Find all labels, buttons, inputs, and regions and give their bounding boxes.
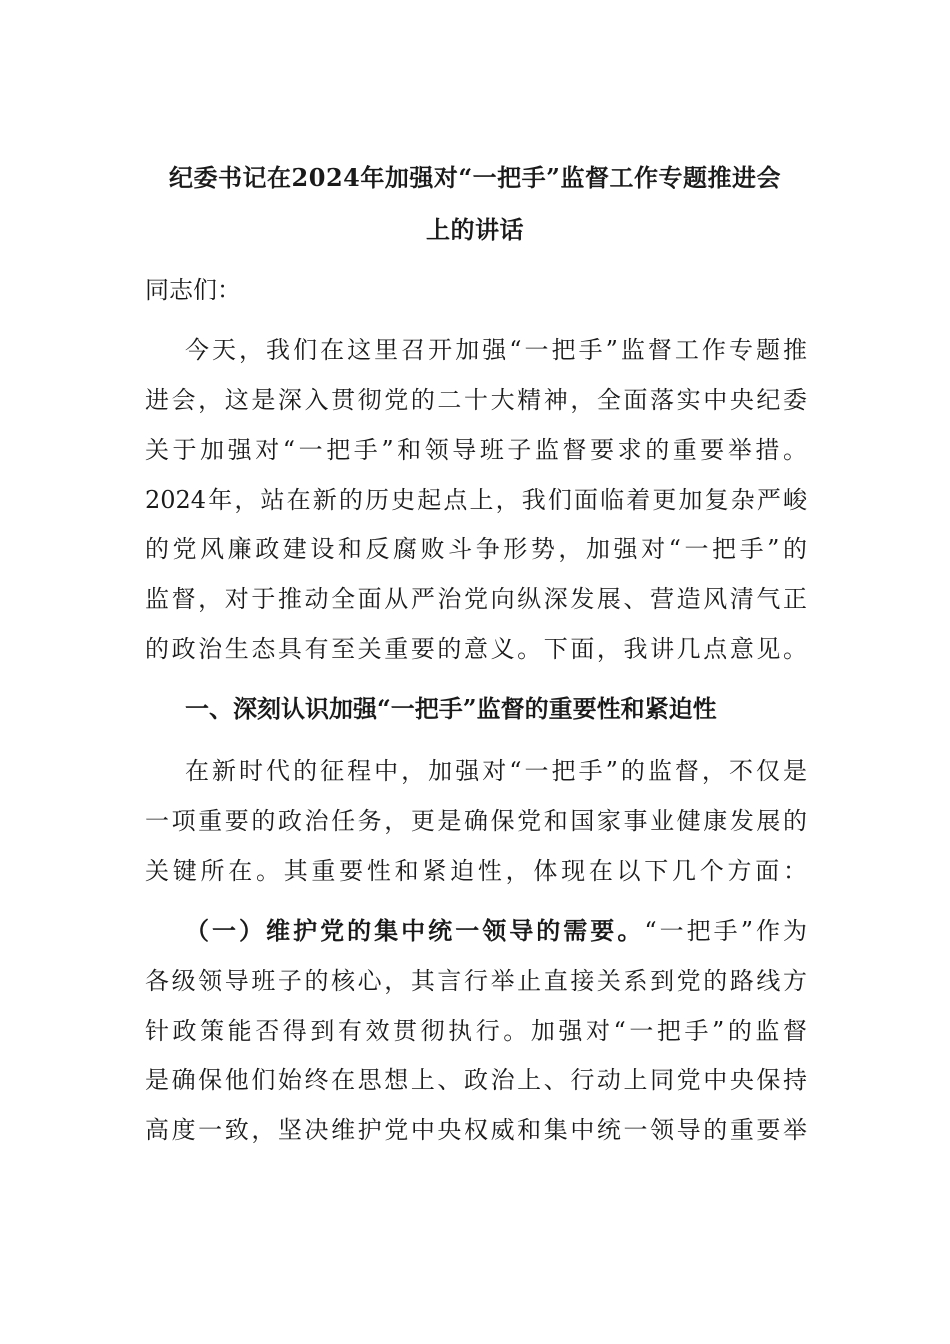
section-1-line-3: 关键所在。其重要性和紧迫性，体现在以下几个方面： bbox=[145, 857, 807, 885]
subsection-1-heading: （一）维护党的集中统一领导的需要。 bbox=[185, 916, 645, 945]
salutation: 同志们： bbox=[145, 276, 241, 304]
intro-line-4: 2024年，站在新的历史起点上，我们面临着更加复杂严峻 bbox=[145, 486, 807, 514]
document-title-line-1: 纪委书记在2024年加强对“一把手”监督工作专题推进会 bbox=[169, 163, 781, 192]
intro-line-3: 关于加强对“一把手”和领导班子监督要求的重要举措。 bbox=[145, 436, 807, 464]
section-1-line-2: 一项重要的政治任务，更是确保党和国家事业健康发展的 bbox=[145, 807, 807, 835]
subsection-1-first-rest: “一把手”作为 bbox=[644, 917, 808, 945]
subsection-1-line-5: 高度一致，坚决维护党中央权威和集中统一领导的重要举 bbox=[145, 1116, 807, 1144]
subsection-1-line-2: 各级领导班子的核心，其言行举止直接关系到党的路线方 bbox=[145, 967, 807, 995]
section-1-line-1: 在新时代的征程中，加强对“一把手”的监督，不仅是 bbox=[185, 757, 807, 785]
subsection-1-line-3: 针政策能否得到有效贯彻执行。加强对“一把手”的监督 bbox=[145, 1017, 807, 1045]
section-1-heading: 一、深刻认识加强“一把手”监督的重要性和紧迫性 bbox=[185, 694, 717, 723]
intro-line-2: 进会，这是深入贯彻党的二十大精神，全面落实中央纪委 bbox=[145, 386, 807, 414]
intro-line-5: 的党风廉政建设和反腐败斗争形势，加强对“一把手”的 bbox=[145, 535, 807, 563]
intro-line-6: 监督，对于推动全面从严治党向纵深发展、营造风清气正 bbox=[145, 585, 807, 613]
document-title-line-2: 上的讲话 bbox=[426, 215, 524, 244]
subsection-1-first-line bbox=[185, 911, 807, 951]
intro-line-7: 的政治生态具有至关重要的意义。下面，我讲几点意见。 bbox=[145, 635, 807, 663]
subsection-1-line-4: 是确保他们始终在思想上、政治上、行动上同党中央保持 bbox=[145, 1066, 807, 1094]
intro-line-1: 今天，我们在这里召开加强“一把手”监督工作专题推 bbox=[185, 336, 807, 364]
